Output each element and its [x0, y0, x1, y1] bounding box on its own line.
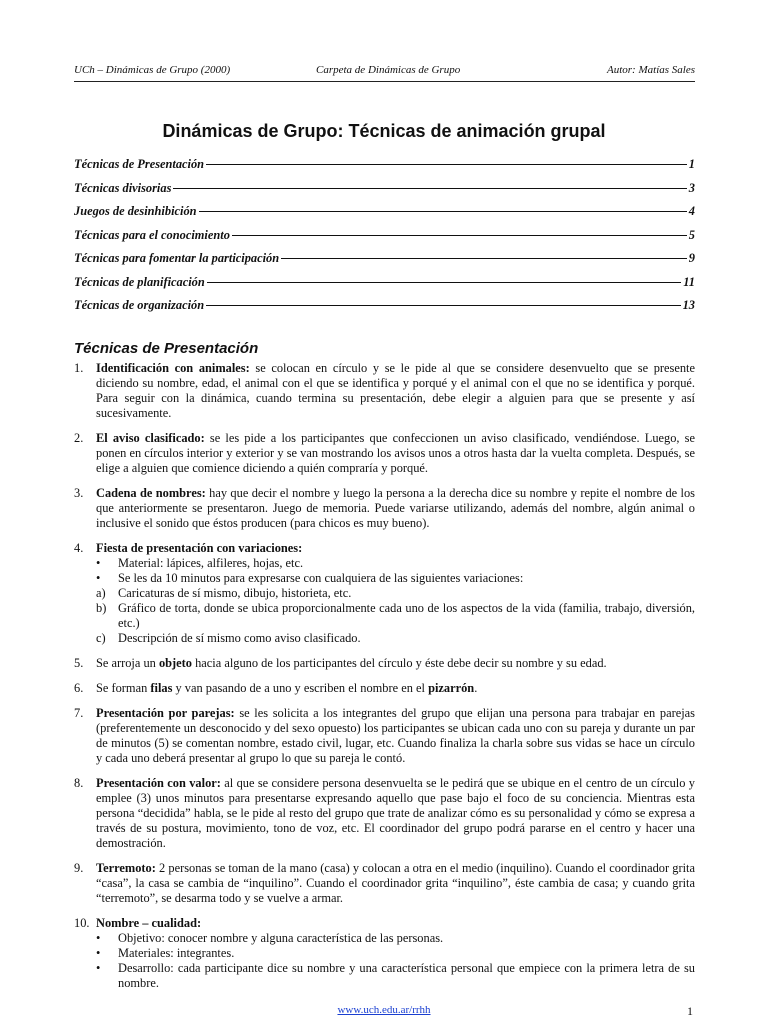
sub-item-text: Gráfico de torta, donde se ubica proporcionalmente cada uno de los aspectos de la vida (familia, trabajo, diversión, etc.) — [118, 601, 695, 630]
item-text: se les pide a los participantes que confeccionen un aviso clasificado, vendiéndose. Luego, se ponen en círculos interior y exterior y se van mostrando los avisos unos a otros hasta dar la vuelta completa. Después, se elige a alguien que comience diciendo a quién compraría y porqué. — [96, 431, 695, 475]
running-header — [74, 64, 695, 80]
toc-leader — [199, 211, 687, 212]
sub-item — [96, 571, 695, 586]
item-term: Cadena de nombres: — [96, 486, 206, 500]
sub-item — [96, 946, 695, 961]
item-term: objeto — [158, 656, 193, 670]
toc-entry-label: Técnicas divisorias — [74, 180, 172, 195]
sub-item-text: Material: lápices, alfileres, hojas, etc. — [118, 556, 304, 570]
list-item — [74, 916, 695, 991]
toc-entry-label: Técnicas para fomentar la participación — [74, 251, 280, 265]
header-rule — [74, 81, 695, 82]
document-title: Dinámicas de Grupo: Técnicas de animación grupal — [162, 121, 606, 141]
sub-item-letter: a) — [96, 586, 106, 600]
item-text: se les solicita a los integrantes del grupo que elijan una persona para trabajar en parejas (preferentemente un desconocido y del sexo opuesto) los participantes se ubican cada uno con su pareja y durante un par de minutos (5) se comentan nombre, estado civil, lugar, etc. Cuando finaliza la charla sobre sus vidas se hace un círculo y cada uno deberá presentar al grupo lo que su pareja le contó. — [96, 706, 695, 765]
toc-entry[interactable] — [74, 181, 695, 205]
sub-item-letter: c) — [96, 631, 106, 645]
item-number: 8. — [74, 776, 84, 790]
toc-entry[interactable] — [74, 251, 695, 275]
item-number: 2. — [74, 431, 84, 445]
item-text: hacia alguno de los participantes del círculo y éste debe decir su nombre y su edad. — [192, 656, 607, 670]
sub-item-text: Caricaturas de sí mismo, dibujo, historieta, etc. — [118, 586, 352, 600]
list-item — [74, 656, 695, 671]
item-text: al que se considere persona desenvuelta se le pedirá que se ubique en el centro de un círculo y emplee (3) unos minutos para presentarse expresando aquello que pase bajo el foco de su conciencia. Mientras esta persona “decidida” habla, se le pide al resto del grupo que trate de analizar cómo es su personalidad y cómo se expresa a través de su postura, movimiento, tono de voz, etc. El coordinador del grupo podrá pararse en el centro y hacer una demostración. — [96, 776, 695, 850]
table-of-contents — [74, 157, 695, 322]
toc-entry-page: 13 — [682, 298, 695, 312]
header-left: UCh – Dinámicas de Grupo (2000) — [74, 64, 231, 76]
toc-entry-label: Técnicas de Presentación — [74, 157, 205, 171]
toc-entry-page: 1 — [688, 157, 695, 171]
toc-entry-page: 3 — [688, 180, 695, 195]
item-text: y van pasando de a uno y escriben el nombre en el — [172, 681, 429, 695]
item-number: 1. — [74, 361, 84, 375]
item-term: Presentación con valor: — [96, 776, 221, 790]
sub-item — [96, 556, 695, 571]
bullet-icon: • — [96, 931, 101, 945]
list-item — [74, 431, 695, 476]
item-number: 5. — [74, 656, 84, 670]
toc-leader — [173, 188, 686, 189]
technique-list — [74, 361, 695, 1001]
toc-entry[interactable] — [74, 228, 695, 252]
item-term: Terremoto: — [96, 861, 156, 875]
sub-item — [96, 931, 695, 946]
item-text-pre: Se arroja un — [96, 656, 159, 670]
item-text-post: . — [474, 681, 478, 695]
toc-entry[interactable] — [74, 204, 695, 228]
sub-item-text: Descripción de sí mismo como aviso clasificado. — [118, 631, 361, 645]
bullet-icon: • — [96, 571, 101, 585]
sub-item-text: Objetivo: conocer nombre y alguna característica de las personas. — [118, 931, 444, 945]
sub-item — [96, 631, 695, 646]
toc-entry[interactable] — [74, 298, 695, 322]
toc-entry-page: 9 — [688, 251, 695, 265]
item-term: El aviso clasificado: — [96, 431, 205, 445]
bullet-icon: • — [96, 946, 101, 960]
toc-entry-page: 4 — [688, 204, 695, 218]
item-term: Fiesta de presentación con variaciones: — [96, 541, 303, 555]
item-number: 6. — [74, 681, 84, 695]
toc-leader — [207, 282, 682, 283]
list-item — [74, 541, 695, 646]
bullet-icon: • — [96, 556, 101, 570]
toc-entry[interactable] — [74, 275, 695, 299]
toc-leader — [281, 258, 687, 259]
item-text-pre: Se forman — [96, 681, 151, 695]
toc-entry-label: Técnicas para el conocimiento — [74, 227, 230, 242]
sub-item-text: Desarrollo: cada participante dice su nombre y una característica personal que empiece con la primera letra de su nombre. — [118, 961, 695, 990]
item-number: 9. — [74, 861, 84, 875]
sub-item-text: Materiales: integrantes. — [118, 946, 235, 960]
list-item — [74, 861, 695, 906]
sub-item-letter: b) — [96, 601, 107, 615]
toc-entry-label: Técnicas de organización — [74, 298, 205, 312]
item-number: 4. — [74, 541, 84, 555]
header-center: Carpeta de Dinámicas de Grupo — [316, 64, 461, 76]
item-term: Nombre – cualidad: — [96, 916, 202, 930]
section-heading: Técnicas de Presentación — [74, 340, 259, 357]
item-text: 2 personas se toman de la mano (casa) y colocan a otra en el medio (inquilino). Cuando el coordinador grita “casa”, la casa se cambia de “inquilino”. Cuando el coordinador grita “inquilino”, éste cambia de casa; y cuando grita “terremoto”, se desarma todo y se vuelve a armar. — [96, 861, 695, 905]
item-term: filas — [150, 681, 173, 695]
list-item — [74, 776, 695, 851]
list-item — [74, 361, 695, 421]
toc-entry-label: Juegos de desinhibición — [74, 204, 197, 218]
page-number: 1 — [687, 1004, 693, 1018]
sub-item — [96, 586, 695, 601]
toc-leader — [206, 164, 687, 165]
toc-entry-page: 11 — [683, 274, 695, 289]
sub-item-text: Se les da 10 minutos para expresarse con cualquiera de las siguientes variaciones: — [118, 571, 524, 585]
sub-item — [96, 601, 695, 631]
toc-leader — [232, 235, 687, 236]
header-right: Autor: Matías Sales — [607, 64, 695, 76]
item-term: Presentación por parejas: — [96, 706, 235, 720]
item-term: Identificación con animales: — [96, 361, 250, 375]
item-term-2: pizarrón — [428, 681, 475, 695]
item-number: 7. — [74, 706, 84, 720]
item-text: se colocan en círculo y se le pide al que se considere desenvuelto que se presente diciendo su nombre, edad, el animal con el que se identifica y porqué y el animal con el que no se identifica y porqué. Para seguir con la dinámica, cuando termina su presentación, debe elegir a alguien para que se presente y así sucesivamente. — [96, 361, 695, 420]
toc-entry[interactable] — [74, 157, 695, 181]
list-item — [74, 706, 695, 766]
list-item — [74, 486, 695, 531]
toc-entry-page: 5 — [688, 227, 695, 242]
sub-item — [96, 961, 695, 991]
item-number: 3. — [74, 486, 84, 500]
list-item — [74, 681, 695, 696]
toc-leader — [206, 305, 681, 306]
item-text: hay que decir el nombre y luego la persona a la derecha dice su nombre y repite el nombre de los que anteriormente se presentaron. Juego de memoria. Puede variarse utilizando, además del nombre, algún animal o inclusive el sonido que éstos producen (para chicos es muy bueno). — [96, 486, 695, 530]
toc-entry-label: Técnicas de planificación — [74, 274, 205, 289]
footer-link[interactable]: www.uch.edu.ar/rrhh — [337, 1004, 431, 1016]
bullet-icon: • — [96, 961, 101, 975]
item-number: 10. — [74, 916, 90, 930]
